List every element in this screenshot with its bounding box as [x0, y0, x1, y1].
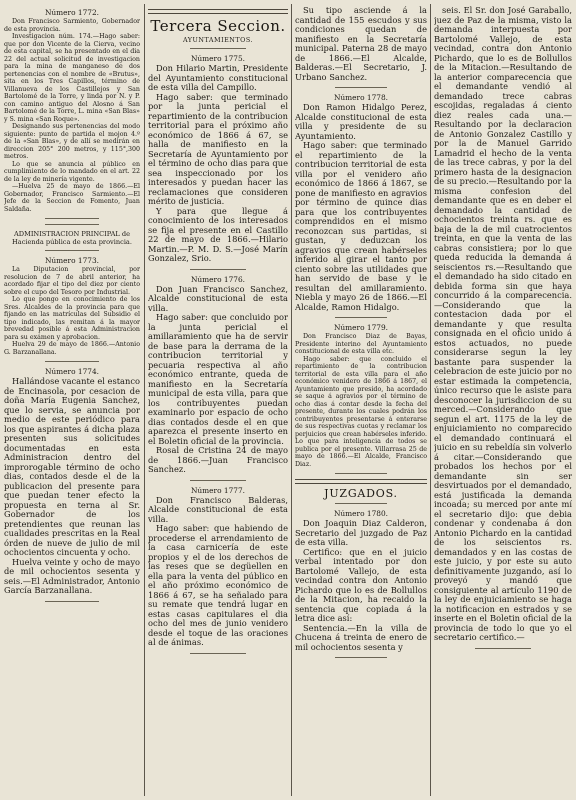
notice-paragraph: Hago saber: que concluido por la junta pericial el amillaramiento que ha de servir de base para la derrama de la contribucion territorial y pecuaria respectiva al año económico entrante, queda de manifiesto en la Secretaría municipal de esta villa, para que los contribuyentes puedan examinarlo por espacio de ocho dias contados desde el en que aparezca el presente inserto en el Boletin oficial de la provincia. — [148, 312, 288, 446]
section-rule — [295, 479, 427, 484]
notice-paragraph: —Huelva 25 de mayo de 1866.—El Gobernador, Francisco Sarmiento.—El Jefe de la Seccion de Fomento, Juan Saldaña. — [4, 183, 140, 213]
column-rule — [291, 4, 292, 796]
notice-number: Número 1777. — [190, 485, 246, 495]
notice-paragraph: Hago saber: que terminado por la junta pericial el repartimiento de la contribucion territorial para el próximo año económico de 1866 á 67, se halla de manifiesto en la Secretaría de Ayuntamiento por el término de ocho dias para que sea inspeccionado por los interesados y puedan hacer las reclamaciones que consideren mérito de justicia. — [148, 91, 288, 206]
notice-paragraph: Rosal de Cristina 24 de mayo de 1866.—Juan Francisco Sanchez. — [148, 445, 288, 474]
notice-paragraph: Certifico: que en el juicio verbal intentado por don Bartolomé Vallejo, de esta vecindad contra don Antonio Pichardo que lo es de Bollullos de la Mitacion, ha recaido la sentencia que copiada á la letra dice así: — [295, 546, 427, 623]
notice-number: Número 1776. — [190, 274, 246, 284]
notice — [4, 256, 140, 356]
notice-paragraph: Hago saber: que habiendo de procederse el arrendamiento de la casa carnicería de este propios y el de los derechos de las reses que se degüellen en ella para la venta del público en el año próximo económico de 1866 á 67, se ha señalado para su remate que tendrá lugar en estas casas capitulares el dia ocho del mes de junio venidero desde el toque de las oraciones al de ánimas. — [148, 523, 288, 647]
notice — [148, 54, 288, 264]
column-4 — [434, 6, 572, 796]
notice-paragraph: Don Francisco Sarmiento, Gobernador de esta provincia. — [4, 18, 140, 33]
separator — [190, 653, 246, 656]
administration-heading: ADMINISTRACION PRINCIPAL de Hacienda pública de esta provincia. — [12, 230, 132, 246]
column-rule — [144, 4, 145, 796]
notice-paragraph: Don Ramon Hidalgo Perez, Alcalde constitucional de esta villa y presidente de su Ayuntamiento. — [295, 102, 427, 141]
separator — [45, 224, 99, 227]
separator — [190, 48, 246, 51]
notice-number: Número 1774. — [44, 367, 100, 376]
notice-paragraph: Hago saber: que concluido el repartimiento de la contribucion territorial de esta villa para el año económico venidero de 1866 á 1867, el Ayuntamiento que presido, ha acordado se saque á agravios por el término de ocho dias á contar desde la fecha del presente, durante los cuales podrán los contribuyentes presentarse á enterarse de sus respectivas cuotas y reclamar los perjuicios que crean habérseles inferido. Lo que para inteligencia de todos se publica por el presente. Villarrasa 25 de mayo de 1866.—El Alcalde, Francisco Diaz. — [295, 355, 427, 468]
notice-paragraph: Lo que pongo en conocimiento de los Sres. Alcaldes de la provincia para que fijando en las matrículas del Subsidio el tipo indicado, las remitan á la mayor brevedad posible á esta Administracion para su exámen y aprobacion. — [4, 296, 140, 341]
separator — [475, 648, 530, 651]
notice-paragraph: Huelva 29 de mayo de 1866.—Antonio G. Barzanallana. — [4, 341, 140, 356]
separator — [190, 480, 246, 483]
notice-number: Número 1780. — [333, 509, 389, 518]
notice-paragraph: Don Juan Francisco Sanchez, Alcalde constitucional de esta villa. — [148, 283, 288, 313]
column-rule — [430, 4, 431, 796]
column-3 — [295, 6, 427, 796]
section-title: Tercera Seccion. — [150, 17, 286, 35]
notice-paragraph: Don Hilario Martin, Presidente del Ayuntamiento constitucional de esta villa del Campillo. — [148, 63, 288, 92]
notice — [434, 6, 572, 643]
separator — [45, 218, 99, 221]
separator — [335, 87, 388, 90]
section-subtitle: AYUNTAMIENTOS. — [182, 36, 254, 44]
notice-paragraph: seis. El Sr. don José Garaballo, juez de Paz de la misma, visto la demanda interpuesta por Bartolomé Vallejo, de esta vecindad, contra don Antonio Pichardo, que lo es de Bollullos de la Mitacion.—Resultando de la anterior comparecencia que el demandante vendió al demandado trece cabras escojidas, regaladas á ciento diez reales cada una.—Resultando por la declaracion de Antonio Gonzalez Castillo y por la de Manuel Garrido Lamadrid el hecho de la venta de las trece cabras, y por la del primero hasta de la designacion de su precio.—Resultando por la misma confesion del demandante que es en deber el demandado la cantidad de ochocientos treinta rs. que es baja de la de mil cuatrocientos treinta, en que la venta de las cabras consistiera; por lo que queda reducida la demanda á seiscientos rs.—Resultando que el demandado ha sido citado en debida forma sin que haya concurrido á la comparecencia.—Considerando que la contestacion dada por el demandante y que resulta consignada en el oficio unido á estos actuados, no puede considerarse segun la ley bastante para suspender la celebracion de este juicio por no estar estimada la competencia, único recurso que le asiste para desconocer la jurisdiccion de su merced.—Considerando que segun el art. 1175 de la ley de enjuiciamiento no comparecido el demandado continuará el juicio en su rebeldía sin volverlo á citar.—Considerando que probados los hechos por el demandante sin ser desvirtuados por el demandado, está justificada la demanda incoada; su merced por ante mí el secretario dijo: que debia condenar y condenaba á don Antonio Pichardo en la cantidad de los seiscientos rs. demandados y en las costas de este juicio, y por este su auto definitivamente juzgando, así lo proveyó y mandó que consiguiente al artículo 1190 de la ley de enjuiciamiento se haga la notificacion en estrados y se inserte en el Boletin oficial de la provincia de todo lo que yo el secretario certifico.— — [434, 6, 572, 642]
notice-paragraph: Hallándose vacante el estanco de Encinasola, por cesacion de doña María Eugenia Sanchez, que lo servia, se anuncia por medio de este periódico para los que aspirantes á dicha plaza presenten sus solicitudes documentadas en esta Administracion dentro del improrogable término de ocho dias, contados desde el de la publicacion del presente para que puedan tener efecto la propuesta en terna al Sr. Gobernador de los pretendientes que reunan las cualidades prescritas en la Real órden de nueve de julio de mil ochocientos cincuenta y ocho. — [4, 376, 140, 557]
notice-paragraph: Don Francisco Balderas, Alcalde constitucional de esta villa. — [148, 494, 288, 524]
notice-paragraph: Sentencia.—En la villa de Chucena á treinta de enero de mil ochocientos sesenta y — [295, 622, 427, 652]
separator — [45, 601, 99, 604]
notice-paragraph: Huelva veinte y ocho de mayo de mil ochocientos sesenta y seis.—El Administrador, Antonio García Barzanallana. — [4, 556, 140, 595]
notice — [295, 6, 427, 82]
notice-number: Número 1772. — [44, 8, 100, 17]
notice-number: Número 1779. — [333, 323, 389, 332]
separator — [335, 657, 388, 660]
notice-paragraph: Lo que se anuncia al público en cumplimiento de lo mandado en el art. 22 de la ley de minería vigente. — [4, 160, 140, 183]
separator — [335, 473, 388, 476]
separator — [190, 269, 246, 272]
separator — [45, 250, 99, 253]
notice-paragraph: Su tipo asciende á la cantidad de 155 escudos y sus condiciones quedan de manifiesto en la Secretaría municipal. Paterna 28 de mayo de 1866.—El Alcalde, Balderas.—El Secretario, J. Urbano Sanchez. — [295, 6, 427, 82]
separator — [45, 361, 99, 364]
notice-number: Número 1778. — [333, 93, 389, 102]
notice-number: Número 1773. — [44, 256, 100, 265]
notice — [295, 509, 427, 652]
notice — [295, 323, 427, 468]
notice-paragraph: Don Joaquin Diaz Calderon, Secretario del juzgado de Paz de esta villa. — [295, 518, 427, 547]
notice-paragraph: Hago saber: que terminado el repartimiento de la contribucion territorial de esta villa por el venidero año económico de 1866 á 1867, se pone de manifiesto en agravios por término de quince dias para que los contribuyentes comprendidos en el mismo reconozcan sus partidas, si gustan, y deduzcan los agravios que crean habérseles inferido al girar el tanto por ciento sobre las utilidades que han servido de base y le resultan del amillaramiento. Niebla y mayo 26 de 1866.—El Alcalde, Ramon Hidalgo. — [295, 140, 427, 312]
separator — [335, 503, 388, 506]
notice-paragraph: La Diputacion provincial, por resolucion de 7 de abril anterior, ha acordado fijar el tipo del diez por ciento sobre el cupo del Tesoro por Industrial. — [4, 266, 140, 296]
notice-number: Número 1775. — [190, 54, 246, 63]
notice — [148, 486, 288, 648]
notice — [4, 8, 140, 213]
notice — [295, 93, 427, 312]
section-rule — [148, 9, 288, 14]
notice — [148, 275, 288, 475]
notice-paragraph: Designando sus pertenencias del modo siguiente: punto de partida el mojon 4.º de la «San Blas», y de allí se medirán en direccion 205° 200 metros, y 115°,300 metros. — [4, 123, 140, 160]
notice-paragraph: Y para que llegue á conocimiento de los interesados se fija el presente en el Castillo 22 de mayo de 1866.—Hilario Martin.—P. M. D. S.—José Marín Gonzalez, Srio. — [148, 205, 288, 263]
notice-paragraph: Investigacion núm. 174.—Hago saber: que por don Vicente de la Cierva, vecino de esta capital, se ha presentado en el dia 22 del actual solicitud de investigacion para la mina de manganeso de dos pertenencias con el nombre de «Brutus», sita en los Tres Capillos, término de Villanueva de los Castillejos y San Bartolomé de la Torre, y linda por N. y P. con camino antiguo del Alosno á San Bartolomé de la Torre, L. mina «San Blas» y S. mina «San Roque». — [4, 33, 140, 123]
notice-paragraph: Don Francisco Diaz de Bayas, Presidente interino del Ayuntamiento constitucional de esta villa etc. — [295, 333, 427, 355]
column-2 — [148, 6, 288, 796]
section-heading: JUZGADOS. — [324, 487, 398, 500]
separator — [335, 317, 388, 320]
notice — [4, 367, 140, 596]
column-1 — [4, 6, 140, 796]
